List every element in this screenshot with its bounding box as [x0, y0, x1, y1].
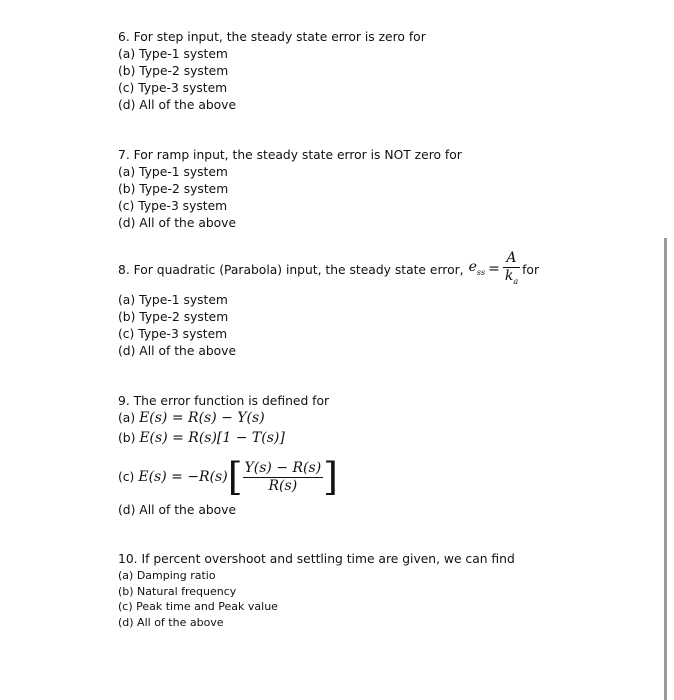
question-8-stem: 8. For quadratic (Parabola) input, the steady state error, — [118, 262, 464, 277]
question-10-option-d: (d) All of the above — [118, 615, 224, 629]
question-10-option-c: (c) Peak time and Peak value — [118, 600, 278, 613]
question-6-option-d: (d) All of the above — [118, 98, 237, 112]
question-6-option-a: (a) Type-1 system — [118, 47, 228, 61]
question-10-stem: 10. If percent overshoot and settling time are given, we can find — [118, 552, 515, 566]
question-6-option-b: (b) Type-2 system — [118, 64, 229, 78]
question-7-option-c: (c) Type-3 system — [118, 199, 228, 213]
question-6-option-c: (c) Type-3 system — [118, 81, 228, 95]
question-9-option-a: (a) E(s) = R(s) − Y(s) — [118, 410, 265, 426]
question-8-option-a: (a) Type-1 system — [118, 293, 228, 307]
question-8-option-b: (b) Type-2 system — [118, 310, 229, 324]
question-7-option-b: (b) Type-2 system — [118, 182, 229, 196]
question-7-option-a: (a) Type-1 system — [118, 165, 228, 179]
formula-tail: for — [522, 262, 540, 277]
question-9-stem: 9. The error function is defined for — [118, 394, 330, 408]
formula-fraction: $\frac{A}{k_a}$ — [503, 250, 520, 290]
question-7-stem: 7. For ramp input, the steady state error is NOT zero for — [118, 148, 462, 162]
vertical-scrollbar[interactable] — [664, 238, 667, 700]
steady-state-error-formula: $e_{ss}$ = $\frac{A}{k_a}$ — [469, 250, 521, 290]
option-c-fraction: $\frac{Y(s) - R(s)}{R(s)}$ — [244, 459, 322, 494]
question-10-option-a: (a) Damping ratio — [118, 569, 216, 582]
question-9-option-b: (b) E(s) = R(s)[1 − T(s)] — [118, 430, 285, 446]
question-6 — [118, 29, 426, 114]
question-10 — [118, 551, 515, 630]
question-7 — [118, 147, 462, 232]
question-8-option-c: (c) Type-3 system — [118, 327, 228, 341]
question-9-option-d: (d) All of the above — [118, 503, 237, 517]
question-9-option-c: (c) E(s) = −R(s) [ $\frac{Y(s) - R(s)}{R(s)}$ ] — [118, 455, 338, 499]
formula-lhs: $e_{ss}$ — [468, 259, 486, 277]
question-8 — [118, 248, 539, 360]
question-9 — [118, 393, 338, 519]
question-7-option-d: (d) All of the above — [118, 216, 237, 230]
question-8-option-d: (d) All of the above — [118, 344, 237, 358]
question-6-stem: 6. For step input, the steady state error is zero for — [118, 30, 426, 44]
question-10-option-b: (b) Natural frequency — [118, 584, 237, 598]
